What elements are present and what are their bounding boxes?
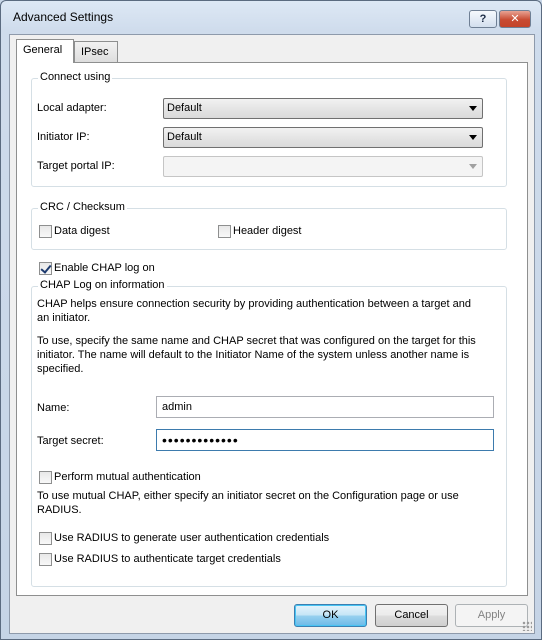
radius-generate-checkbox[interactable] xyxy=(39,532,52,545)
target-secret-input[interactable]: ••••••••••••• xyxy=(156,429,494,451)
mutual-auth-checkbox[interactable] xyxy=(39,471,52,484)
cancel-button[interactable]: Cancel xyxy=(375,604,448,627)
chap-instructions: To use, specify the same name and CHAP secret that was configured on the target for this initiator. The name will default to the Initiator Name of the system unless another name is specified. xyxy=(37,335,476,375)
chevron-down-icon xyxy=(469,164,477,169)
enable-chap-checkbox[interactable] xyxy=(39,262,52,275)
window-title: Advanced Settings xyxy=(13,10,114,24)
chap-logon-legend: CHAP Log on information xyxy=(40,279,165,291)
enable-chap-label[interactable]: Enable CHAP log on xyxy=(54,262,155,274)
resize-grip-icon[interactable] xyxy=(522,621,532,631)
mutual-auth-description: To use mutual CHAP, either specify an initiator secret on the Configuration page or use RADIUS. xyxy=(37,490,459,516)
chap-description: CHAP helps ensure connection security by providing authentication between a target and an initiator. xyxy=(37,298,471,324)
target-secret-label: Target secret: xyxy=(37,435,104,447)
tab-ipsec[interactable]: IPsec xyxy=(74,41,118,63)
header-digest-label[interactable]: Header digest xyxy=(233,225,302,237)
data-digest-label[interactable]: Data digest xyxy=(54,225,110,237)
chevron-down-icon xyxy=(469,106,477,111)
title-bar[interactable] xyxy=(1,1,541,35)
initiator-ip-value: Default xyxy=(167,131,202,143)
local-adapter-select[interactable] xyxy=(163,98,483,119)
radius-authenticate-label[interactable]: Use RADIUS to authenticate target credentials xyxy=(54,553,281,565)
ok-button[interactable]: OK xyxy=(294,604,367,627)
mutual-auth-label[interactable]: Perform mutual authentication xyxy=(54,471,201,483)
radius-generate-label[interactable]: Use RADIUS to generate user authentication credentials xyxy=(54,532,330,544)
header-digest-checkbox[interactable] xyxy=(218,225,231,238)
initiator-ip-select[interactable] xyxy=(163,127,483,148)
chevron-down-icon xyxy=(469,135,477,140)
radius-authenticate-checkbox[interactable] xyxy=(39,553,52,566)
help-button[interactable]: ? xyxy=(469,10,497,28)
general-tab-panel xyxy=(16,62,528,596)
data-digest-checkbox[interactable] xyxy=(39,225,52,238)
local-adapter-value: Default xyxy=(167,102,202,114)
apply-button[interactable]: Apply xyxy=(455,604,528,627)
dialog-client-area xyxy=(9,34,535,634)
initiator-ip-label: Initiator IP: xyxy=(37,131,90,143)
target-portal-ip-label: Target portal IP: xyxy=(37,160,115,172)
target-portal-ip-select[interactable] xyxy=(163,156,483,177)
close-button[interactable]: ✕ xyxy=(499,10,531,28)
tab-general[interactable]: General xyxy=(16,39,74,63)
crc-checksum-legend: CRC / Checksum xyxy=(40,201,125,213)
local-adapter-label: Local adapter: xyxy=(37,102,107,114)
name-input[interactable]: admin xyxy=(156,396,494,418)
name-label: Name: xyxy=(37,402,70,414)
connect-using-legend: Connect using xyxy=(40,71,111,83)
